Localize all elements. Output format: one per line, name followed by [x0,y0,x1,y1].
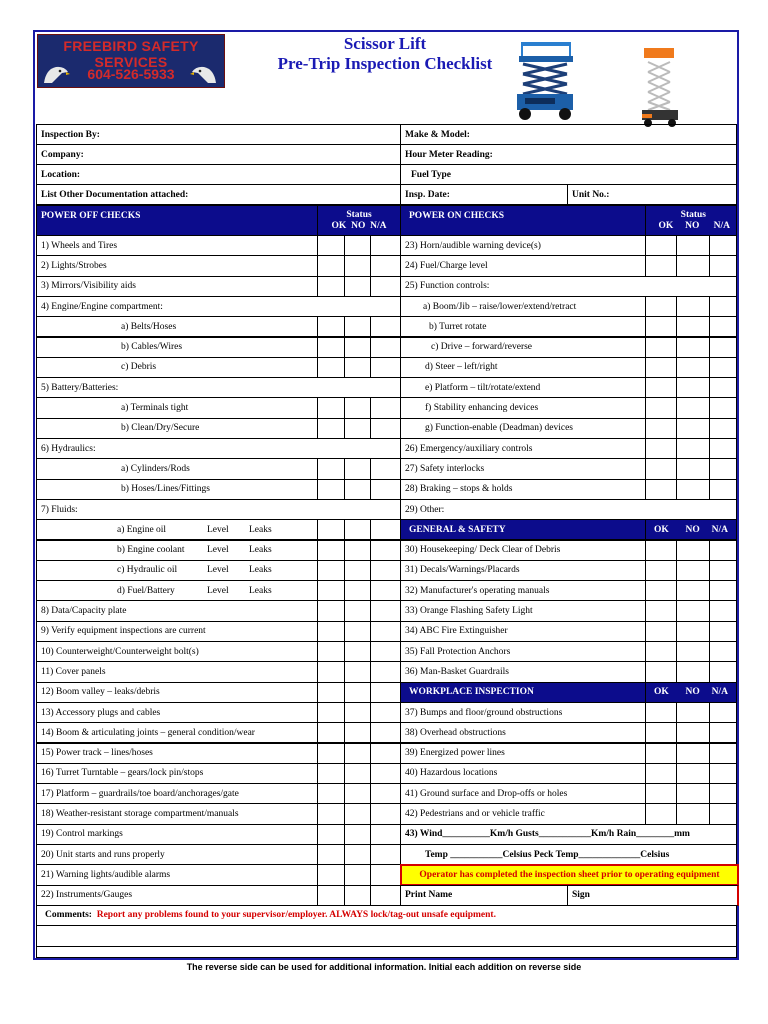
ok-checkbox[interactable] [645,803,677,824]
ok-checkbox[interactable] [317,458,345,479]
checklist-item: 19) Control markings [36,824,318,845]
ok-checkbox[interactable] [317,621,345,642]
power-off-header: POWER OFF CHECKS [36,205,318,236]
no-checkbox[interactable] [676,235,710,256]
fluid-level-label: Level [207,585,229,596]
ok-checkbox[interactable] [645,337,677,358]
na-checkbox[interactable] [370,763,401,784]
ok-checkbox[interactable] [645,641,677,662]
make-model-field[interactable]: Make & Model: [400,124,737,145]
na-checkbox[interactable] [370,844,401,865]
status-label: Status [680,209,706,220]
na-checkbox[interactable] [709,641,737,662]
company-logo [37,34,225,88]
checklist-item: 28) Braking – stops & holds [400,479,646,500]
ok-checkbox[interactable] [317,397,345,418]
comments-row[interactable] [36,905,737,926]
status-columns: OK NO N/A [645,682,737,703]
no-checkbox[interactable] [344,600,371,621]
ok-checkbox[interactable] [645,377,677,398]
ok-checkbox[interactable] [645,255,677,276]
no-checkbox[interactable] [344,255,371,276]
fluid-level-label: Level [207,524,229,535]
company-field[interactable]: Company: [36,144,401,165]
page-title [260,34,510,74]
checklist-item: 37) Bumps and floor/ground obstructions [400,702,646,723]
na-checkbox[interactable] [709,479,737,500]
na-checkbox[interactable] [370,783,401,804]
checklist-item: 32) Manufacturer's operating manuals [400,580,646,601]
ok-checkbox[interactable] [645,763,677,784]
no-checkbox[interactable] [344,337,371,358]
ok-checkbox[interactable] [317,844,345,865]
ok-checkbox[interactable] [645,540,677,561]
hour-meter-field[interactable]: Hour Meter Reading: [400,144,737,165]
checklist-item: a) Engine oil Level Leaks [36,519,318,540]
no-checkbox[interactable] [344,763,371,784]
no-checkbox[interactable] [344,682,371,703]
no-checkbox[interactable] [676,255,710,276]
na-checkbox[interactable] [370,722,401,743]
ok-checkbox[interactable] [317,824,345,845]
na-checkbox[interactable] [370,357,401,378]
checklist-item: 34) ABC Fire Extinguisher [400,621,646,642]
no-checkbox[interactable] [344,357,371,378]
checklist-item: 4) Engine/Engine compartment: [36,296,401,317]
na-checkbox[interactable] [709,316,737,337]
checklist-item: 24) Fuel/Charge level [400,255,646,276]
checklist-item: c) Drive – forward/reverse [400,337,646,358]
no-checkbox[interactable] [344,702,371,723]
location-field[interactable]: Location: [36,164,401,185]
na-checkbox[interactable] [370,560,401,581]
no-checkbox[interactable] [676,763,710,784]
ok-checkbox[interactable] [645,702,677,723]
sign-field[interactable]: Sign [567,885,739,906]
ok-checkbox[interactable] [645,235,677,256]
checklist-item: 30) Housekeeping/ Deck Clear of Debris [400,540,646,561]
comments-instruction: Report any problems found to your supervisor/employer. ALWAYS lock/tag-out unsafe equipment. [96,910,496,921]
na-checkbox[interactable] [370,255,401,276]
checklist-item: b) Hoses/Lines/Fittings [36,479,318,500]
ok-checkbox[interactable] [317,743,345,764]
logo-name: FREEBIRD SAFETY SERVICES [63,38,199,70]
checklist-item: 18) Weather-resistant storage compartment/manuals [36,803,318,824]
checklist-item: 39) Energized power lines [400,743,646,764]
checklist-item: 12) Boom valley – leaks/debris [36,682,318,703]
na-checkbox[interactable] [370,235,401,256]
checklist-item: d) Fuel/Battery Level Leaks [36,580,318,601]
no-checkbox[interactable] [344,722,371,743]
checklist-item: 42) Pedestrians and or vehicle traffic [400,803,646,824]
na-checkbox[interactable] [709,357,737,378]
unit-number-field[interactable]: Unit No.: [567,184,737,205]
ok-checkbox[interactable] [317,682,345,703]
fuel-type-field[interactable]: Fuel Type [400,164,737,185]
na-checkbox[interactable] [709,560,737,581]
checklist-item: 26) Emergency/auxiliary controls [400,438,646,459]
no-checkbox[interactable] [676,803,710,824]
ok-checkbox[interactable] [645,397,677,418]
na-checkbox[interactable] [370,540,401,561]
status-header [645,205,737,236]
no-checkbox[interactable] [676,600,710,621]
checklist-item: g) Function-enable (Deadman) devices [400,418,646,439]
na-checkbox[interactable] [709,600,737,621]
checklist-item: f) Stability enhancing devices [400,397,646,418]
na-checkbox[interactable] [709,235,737,256]
checklist-item: a) Cylinders/Rods [36,458,318,479]
checklist-item: 29) Other: [400,499,737,520]
no-checkbox[interactable] [344,661,371,682]
status-label: Status [346,209,372,220]
ok-checkbox[interactable] [645,580,677,601]
na-checkbox[interactable] [709,580,737,601]
no-checkbox[interactable] [676,783,710,804]
no-checkbox[interactable] [344,864,371,885]
checklist-item: c) Debris [36,357,318,378]
checklist-item: b) Turret rotate [400,316,646,337]
workplace-inspection-header: WORKPLACE INSPECTION [400,682,646,703]
no-checkbox[interactable] [676,377,710,398]
no-checkbox[interactable] [344,235,371,256]
ok-checkbox[interactable] [645,479,677,500]
no-checkbox[interactable] [676,540,710,561]
checklist-item: 33) Orange Flashing Safety Light [400,600,646,621]
na-checkbox[interactable] [370,824,401,845]
na-checkbox[interactable] [370,418,401,439]
no-checkbox[interactable] [344,641,371,662]
no-checkbox[interactable] [676,479,710,500]
no-checkbox[interactable] [344,560,371,581]
checklist-item: 25) Function controls: [400,276,737,297]
no-checkbox[interactable] [344,621,371,642]
ok-checkbox[interactable] [317,540,345,561]
na-checkbox[interactable] [370,397,401,418]
na-checkbox[interactable] [370,519,401,540]
title-line1: Scissor Lift [343,34,427,53]
na-checkbox[interactable] [709,722,737,743]
documentation-field[interactable]: List Other Documentation attached: [36,184,401,205]
na-checkbox[interactable] [370,316,401,337]
fluid-level-label: Level [207,545,229,556]
no-checkbox[interactable] [676,397,710,418]
checklist-item: 23) Horn/audible warning device(s) [400,235,646,256]
checklist-item: 5) Battery/Batteries: [36,377,401,398]
na-checkbox[interactable] [709,661,737,682]
checklist-item: 41) Ground surface and Drop-offs or holes [400,783,646,804]
general-safety-header: GENERAL & SAFETY [400,519,646,540]
ok-checkbox[interactable] [317,722,345,743]
na-checkbox[interactable] [709,397,737,418]
no-checkbox[interactable] [676,580,710,601]
no-checkbox[interactable] [676,702,710,723]
na-checkbox[interactable] [709,763,737,784]
fluid-leaks-label: Leaks [249,545,272,556]
checklist-item: 36) Man-Basket Guardrails [400,661,646,682]
na-checkbox[interactable] [370,702,401,723]
ok-checkbox[interactable] [317,276,345,297]
no-checkbox[interactable] [676,641,710,662]
print-name-field[interactable]: Print Name [400,885,568,906]
checklist-item: 8) Data/Capacity plate [36,600,318,621]
checklist-item: 38) Overhead obstructions [400,722,646,743]
checklist-item: a) Boom/Jib – raise/lower/extend/retract [400,296,646,317]
na-checkbox[interactable] [709,377,737,398]
na-checkbox[interactable] [370,458,401,479]
na-checkbox[interactable] [709,418,737,439]
no-checkbox[interactable] [344,743,371,764]
ok-checkbox[interactable] [317,560,345,581]
weather-wind-field[interactable]: 43) Wind__________Km/h Gusts___________Km/h Rain________mm [400,824,737,845]
ok-checkbox[interactable] [317,418,345,439]
ok-checkbox[interactable] [645,722,677,743]
checklist-item: b) Clean/Dry/Secure [36,418,318,439]
checklist-item: 14) Boom & articulating joints – general condition/wear [36,722,318,743]
no-checkbox[interactable] [676,438,710,459]
ok-checkbox[interactable] [317,337,345,358]
ok-checkbox[interactable] [317,885,345,906]
checklist-item: 7) Fluids: [36,499,401,520]
checklist-item: 13) Accessory plugs and cables [36,702,318,723]
ok-checkbox[interactable] [317,479,345,500]
ok-checkbox[interactable] [645,296,677,317]
fluid-leaks-label: Leaks [249,585,272,596]
ok-checkbox[interactable] [645,600,677,621]
checklist-item: 15) Power track – lines/hoses [36,743,318,764]
checklist-item: 6) Hydraulics: [36,438,401,459]
ok-checkbox[interactable] [645,458,677,479]
fluid-level-label: Level [207,565,229,576]
checklist-item: 40) Hazardous locations [400,763,646,784]
eagle-icon [190,63,218,85]
checklist-item: 22) Instruments/Gauges [36,885,318,906]
na-checkbox[interactable] [370,682,401,703]
na-checkbox[interactable] [709,743,737,764]
ok-checkbox[interactable] [317,600,345,621]
no-checkbox[interactable] [344,540,371,561]
checklist-item: d) Steer – left/right [400,357,646,378]
fluid-leaks-label: Leaks [249,524,272,535]
logo-phone: 604-526-5933 [87,66,175,82]
fluid-leaks-label: Leaks [249,565,272,576]
checklist-item: e) Platform – tilt/rotate/extend [400,377,646,398]
ok-checkbox[interactable] [317,661,345,682]
no-checkbox[interactable] [344,519,371,540]
na-checkbox[interactable] [709,702,737,723]
no-checkbox[interactable] [676,621,710,642]
no-checkbox[interactable] [344,803,371,824]
no-checkbox[interactable] [344,783,371,804]
checklist-item: 11) Cover panels [36,661,318,682]
ok-checkbox[interactable] [317,519,345,540]
na-checkbox[interactable] [709,540,737,561]
na-checkbox[interactable] [370,600,401,621]
na-checkbox[interactable] [370,276,401,297]
ok-checkbox[interactable] [317,641,345,662]
na-checkbox[interactable] [370,337,401,358]
checklist-item: 9) Verify equipment inspections are current [36,621,318,642]
ok-checkbox[interactable] [317,803,345,824]
na-checkbox[interactable] [370,661,401,682]
ok-checkbox[interactable] [317,702,345,723]
status-header [317,205,401,236]
checklist-item: 10) Counterweight/Counterweight bolt(s) [36,641,318,662]
comments-line[interactable] [36,947,737,958]
na-checkbox[interactable] [370,885,401,906]
no-checkbox[interactable] [344,316,371,337]
na-checkbox[interactable] [370,743,401,764]
checklist-item: a) Belts/Hoses [36,316,318,337]
no-checkbox[interactable] [344,397,371,418]
no-checkbox[interactable] [344,418,371,439]
checklist-item: 35) Fall Protection Anchors [400,641,646,662]
no-checkbox[interactable] [676,418,710,439]
na-checkbox[interactable] [709,803,737,824]
no-checkbox[interactable] [676,357,710,378]
ok-checkbox[interactable] [317,316,345,337]
scissor-lift-image [515,40,575,122]
ok-checkbox[interactable] [645,357,677,378]
title-line2: Pre-Trip Inspection Checklist [277,54,493,73]
no-checkbox[interactable] [676,296,710,317]
no-checkbox[interactable] [676,722,710,743]
no-checkbox[interactable] [344,824,371,845]
checklist-item: c) Hydraulic oil Level Leaks [36,560,318,581]
na-checkbox[interactable] [709,783,737,804]
inspection-date-field[interactable]: Insp. Date: [400,184,568,205]
no-checkbox[interactable] [676,743,710,764]
na-checkbox[interactable] [370,803,401,824]
ok-checkbox[interactable] [645,621,677,642]
no-checkbox[interactable] [344,844,371,865]
ok-checkbox[interactable] [317,864,345,885]
checklist-item: 17) Platform – guardrails/toe board/anchorages/gate [36,783,318,804]
no-checkbox[interactable] [676,458,710,479]
checklist-item: 27) Safety interlocks [400,458,646,479]
status-columns: OK NO N/A [658,220,730,231]
checklist-item: 3) Mirrors/Visibility aids [36,276,318,297]
no-checkbox[interactable] [344,580,371,601]
checklist-item: b) Cables/Wires [36,337,318,358]
checklist-item: 21) Warning lights/audible alarms [36,864,318,885]
no-checkbox[interactable] [676,661,710,682]
checklist-item: a) Terminals tight [36,397,318,418]
na-checkbox[interactable] [709,255,737,276]
checklist-item: 2) Lights/Strobes [36,255,318,276]
checklist-item: 31) Decals/Warnings/Placards [400,560,646,581]
comments-label: Comments: [45,910,92,921]
na-checkbox[interactable] [709,296,737,317]
no-checkbox[interactable] [676,316,710,337]
ok-checkbox[interactable] [645,661,677,682]
footer-note: The reverse side can be used for additional information. Initial each addition on reverse side [186,962,582,972]
ok-checkbox[interactable] [317,235,345,256]
ok-checkbox[interactable] [317,763,345,784]
na-checkbox[interactable] [370,621,401,642]
weather-temp-field[interactable]: Temp ___________Celsius Peck Temp_____________Celsius [400,844,737,865]
na-checkbox[interactable] [370,641,401,662]
na-checkbox[interactable] [709,621,737,642]
no-checkbox[interactable] [676,337,710,358]
status-columns: OK NO N/A [331,220,387,231]
comments-line[interactable] [36,925,737,947]
no-checkbox[interactable] [344,276,371,297]
scissor-lift-image [640,46,680,128]
ok-checkbox[interactable] [645,418,677,439]
na-checkbox[interactable] [370,864,401,885]
ok-checkbox[interactable] [645,438,677,459]
checklist-item: 20) Unit starts and runs properly [36,844,318,865]
ok-checkbox[interactable] [317,783,345,804]
na-checkbox[interactable] [709,438,737,459]
ok-checkbox[interactable] [645,316,677,337]
ok-checkbox[interactable] [317,357,345,378]
checklist-item: 1) Wheels and Tires [36,235,318,256]
power-on-header: POWER ON CHECKS [400,205,646,236]
operator-confirmation: Operator has completed the inspection sheet prior to operating equipment [400,864,739,885]
inspection-by-field[interactable]: Inspection By: [36,124,401,145]
ok-checkbox[interactable] [317,255,345,276]
na-checkbox[interactable] [370,580,401,601]
ok-checkbox[interactable] [645,783,677,804]
na-checkbox[interactable] [370,479,401,500]
no-checkbox[interactable] [344,479,371,500]
status-columns: OK NO N/A [645,519,737,540]
ok-checkbox[interactable] [645,743,677,764]
checklist-item: 16) Turret Turntable – gears/lock pin/stops [36,763,318,784]
checklist-item: b) Engine coolant Level Leaks [36,540,318,561]
no-checkbox[interactable] [676,560,710,581]
no-checkbox[interactable] [344,458,371,479]
no-checkbox[interactable] [344,885,371,906]
ok-checkbox[interactable] [645,560,677,581]
ok-checkbox[interactable] [317,580,345,601]
na-checkbox[interactable] [709,458,737,479]
na-checkbox[interactable] [709,337,737,358]
